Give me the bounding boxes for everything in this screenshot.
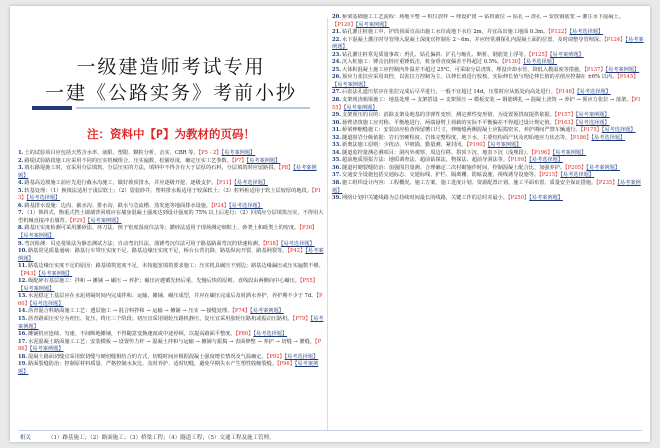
item-number: 39. [332,195,342,202]
item-tag: 【易考选择题】 [29,300,64,307]
item-page: 【P13】 [18,187,322,202]
item-text: 新奥法施工原则：少扰动、早喷锚、勤量测、紧封闭。 [342,142,467,149]
item-number: 20. [332,14,342,20]
item-number: 9. [18,240,24,247]
item-tag: 【易考案例题】 [549,51,584,58]
item-page: 【P250】 [508,195,530,202]
item-page: 【P29】 [69,217,88,224]
item-tag: 【易考案例题】 [355,21,390,28]
item-text: 软基处理：（1）换填法适用于浅层软土；（2）袋装砂井、塑料排水板适用于较深软土；（3）粒料桩适用于软土层较厚的地段。 [24,187,312,194]
item-tag: 【易考选择题】 [575,119,610,126]
item-text: 路基压实度检测可采用灌砂法、环刀法、核子密度湿度仪法等；灌砂法适用于现场测定细粒土、砂类土和砾类土的密度。 [24,225,300,232]
item-number: 13. [18,293,28,300]
item-tag: 【易考案例题】 [586,164,620,171]
item-tag: 【易考选择题】 [234,180,268,187]
item-text: 路面裂缝防治：控制原材料质量、严格控制水灰比、及时养护、适时切缝，避免早期失水产生塑性收缩裂缝。 [28,361,278,368]
item-tag: 【易考选择题】 [591,134,626,141]
item-number: 32. [332,134,342,141]
item-tag: 【易考选择题】 [523,59,558,66]
item-number: 5. [18,187,24,194]
item-number: 10. [18,248,28,255]
item-page: 【P36】 [299,225,318,232]
item-tag: 【易考案例题】 [29,346,64,353]
list-item [332,180,644,195]
item-text: 路基高边坡施工前应先进行截水沟施工，做好坡顶排水，并应逐级开挖、逐级支护。 [24,180,217,187]
item-text: 路基排水设施：边沟、截水沟、排水沟、跌水与急流槽、蒸发池等地面排水设施。 [24,202,212,209]
item-number: 16. [18,331,28,338]
item-text: 沥青混合料路面施工工艺：透层施工 → 混合料拌和 → 运输 → 摊铺 → 压实 → 接缝处理。 [28,308,233,315]
page-note: 注：资料中【P】为教材的页码！ [87,127,255,141]
item-page: 【P235】 [596,180,618,187]
list-item [332,74,644,89]
list-item [332,14,644,29]
item-number: 1. [18,150,24,156]
item-text: 桥梁伸缩缝施工：安装前应检查预留槽口尺寸，伸缩缝两侧混凝土应振捣密实，养护期间严禁车辆通行。 [342,127,581,134]
item-number: 15. [18,316,28,323]
item-text: 级配碎石基层施工：拌和 → 摊铺 → 碾压 → 养护；碾压应遵循先轻后重、先慢后快的原则，直线段由两侧向中心碾压。 [28,278,300,285]
item-page: 【P43】 [18,270,39,277]
list-item [332,142,644,150]
item-tag: 【易考案例题】 [575,112,610,119]
item-tag: 【易考选择题】 [284,353,319,360]
list-item [332,157,644,165]
item-number: 37. [332,172,342,179]
list-item [18,165,324,180]
item-text: 支架预压的目的：消除支架及地基的非弹性变形，测定弹性变形值，为设置预拱度提供依据。 [342,112,555,119]
list-item [18,150,324,158]
item-text: 隧道衬砌裂缝防治：加强围岩量测、合理确定二次衬砌施作时间、控制混凝土配合比、加强养护。 [342,164,566,171]
column-divider [327,18,328,430]
item-number: 14. [18,308,28,315]
item-number: 29. [332,112,342,119]
item-page: 【P122】 [548,29,570,36]
item-number: 26. [332,74,342,81]
item-page: 【P145】 [617,74,639,81]
item-text: 超前地质预报方法：地质调查法、超前钻探法、物探法、超前导洞法等。 [342,157,509,164]
item-text: 混凝土路面切缝宜采用软切缝与硬切缝相结合的方式，切缝时间应根据混凝土强度增长情况及气温确定。 [28,353,267,360]
item-page: 【P190】 [466,142,488,149]
list-item [18,180,324,188]
list-item [18,158,324,166]
item-tag: 【易考案例题】 [246,157,281,164]
item-number: 3. [18,165,24,172]
item-tag: 【易考案例题】 [18,248,324,262]
item-page: 【P120】 [332,21,356,28]
item-text: 交通安全设施包括交通标志、交通标线、护栏、隔离栅、防眩设施、视线诱导设施等。 [342,172,540,179]
item-number: 25. [332,66,342,73]
item-page: 【P124】 [604,36,626,43]
item-tag: 【易考案例题】 [332,180,641,194]
item-tag: 【易考案例题】 [332,81,369,88]
list-item [332,195,644,203]
item-text: 弯沉检测：贝克曼梁法为静态测试方法；自动弯沉仪法、落锤弯沉仪法可用于路基路面弯沉的快速检测。 [24,240,264,247]
item-number: 31. [332,127,342,134]
list-item [332,112,644,120]
item-page: 【P60】 [18,293,323,307]
item-text: 隧道围岩分级依据：岩石坚硬程度、岩体完整程度、地下水、主要结构面产状及初始地应力状态等。 [342,134,571,141]
item-text: 路基常见质量通病：路基行车带压实度不足、路基边缘压实度不足、桥台台背沉降、路基纵向开裂、路基网裂等。 [28,248,288,255]
item-page: 【P148】 [555,89,578,96]
item-tag: 【易考案例题】 [38,270,73,277]
list-item [332,29,644,37]
item-tag: 【易考选择题】 [253,331,288,338]
list-item [18,308,324,316]
item-tag: 【易考选择题】 [229,202,263,209]
list-item [18,293,324,308]
item-text: 摊铺机应连续、匀速、不间断地摊铺，不得随意变换速度或中途停顿，以提高路面平整度。 [28,331,236,338]
item-text: 路堤试验路段施工应采用不同的压实机械组合、压实遍数、松铺厚度，确定压实工艺参数。 [24,157,232,164]
item-tag: 【易考选择题】 [26,195,61,202]
item-number: 30. [332,119,342,126]
item-number: 36. [332,164,342,171]
item-tag: 【易考选择题】 [577,89,611,96]
item-page: 【P24】 [211,202,230,209]
item-tag: 【易考案例题】 [18,361,319,375]
item-number: 38. [332,180,342,187]
item-number: 11. [18,263,28,270]
footer-text: （1）路基施工；（2）路面施工；（3）桥梁工程；（4）隧道工程；（5）交通工程及施工管理。 [48,435,275,441]
item-number: 24. [332,59,342,66]
item-number: 6. [18,202,24,209]
list-item [332,97,644,112]
item-page: 【P137】 [584,66,606,73]
list-item [332,89,644,97]
item-page: 【P175】 [580,127,602,134]
item-tag: 【易考案例题】 [18,233,55,240]
item-text: 悬臂浇筑施工应对称、平衡地进行，两端悬臂上荷载的实际不平衡偏差不得超过设计规定值。 [342,119,555,126]
item-page: 【P55】 [299,278,318,285]
item-tag: 【易考案例题】 [552,149,587,156]
item-page: 【P155】 [332,97,641,111]
right-item-list [332,14,644,203]
list-item [18,278,324,293]
list-item [18,361,324,376]
item-text: 桥梁基础施工工艺流程：场地平整 → 桩位放样 → 埋设护筒 → 钻机就位 → 钻孔 → 清孔 → 安放钢筋笼 → 灌注水下混凝土。 [342,14,624,20]
item-page: 【P74】 [232,308,251,315]
item-number: 22. [332,36,342,43]
item-page: 【P130】 [502,59,524,66]
item-text: 钻孔灌注桩常见质量事故：坍孔、钻孔偏斜、扩孔与缩孔、断桩、钢筋笼上浮等。 [342,51,529,58]
list-item [332,37,644,52]
item-tag: 【易考案例题】 [605,66,640,73]
item-tag: 【易考案例题】 [18,165,317,179]
list-item [18,241,324,249]
item-number: 28. [332,97,342,104]
item-tag: 【易考案例题】 [18,316,324,330]
item-page: 【P79】 [292,316,311,323]
list-item [332,172,644,180]
item-page: 【P196】 [531,149,553,156]
item-number: 19. [18,361,28,368]
item-text: 网络计划中关键线路为总持续时间最长的线路，关键工作的总时差最小。 [342,195,509,202]
item-number: 27. [332,89,342,96]
item-number: 4. [18,180,24,187]
item-number: 2. [18,157,24,164]
item-text: （1）仰斜式、衡重式挡土墙墙背回填应在墙身混凝土强度达到设计强度的 75% 以上后进行；（2）回填应分层填筑压实，不得用大型机械直接冲击墙背。 [18,210,324,224]
item-number: 33. [332,142,342,149]
item-tag: 【易考案例题】 [332,36,644,51]
item-text: 大体积混凝土施工应控制内外温差不超过 25℃，可采取分层浇筑、埋设冷却水管、降低入模温度等措施。 [342,66,585,73]
item-text: 路基边缘压实度不足的原因：路基填筑宽度不足，未按超宽填筑要求施工；压实机具碾压不到边；路基边缘漏压或压实遍数不够。 [28,263,324,270]
item-text: 预应力张拉应采用双控，以张拉力控制为主，以伸长值进行校核，实际伸长值与理论伸长值的差值应控制在 ±6% 以内。 [342,74,618,81]
item-tag: 【易考案例题】 [18,285,55,292]
item-text: 钻孔灌注桩施工中，护筒顶面宜高出施工水位或地下水位 2m，并宜高出施工地面 0.3m。 [342,29,549,36]
item-page: 【P125】 [528,51,550,58]
list-item [18,188,324,203]
item-number: 35. [332,157,342,164]
item-tag: 【易考案例题】 [343,104,378,111]
item-text: 水下混凝土灌注时导管埋入混凝土深度宜控制在 2～6m，并应经常测探孔内混凝土面的位置，及时调整导管埋深。 [342,36,605,43]
left-item-list [18,150,324,376]
item-page: 【P157】 [554,112,576,119]
item-tag: 【易考案例题】 [250,308,284,315]
item-tag: 【易考选择题】 [280,240,315,247]
footer-label: 相关 [20,435,32,441]
list-item [18,316,324,331]
item-number: 23. [332,51,342,58]
item-page: 【P163】 [554,119,576,126]
item-tag: 【易考案例题】 [87,217,122,224]
item-page: 【P42】 [287,248,306,255]
list-item [18,210,324,225]
item-page: 【P38】 [263,240,281,247]
title-line-1: 一级建造师考试专用 [76,56,266,78]
item-number: 12. [18,278,28,285]
item-tag: 【易考案例题】 [487,142,522,149]
item-text: 后张法孔道压浆应在张拉完成后尽早进行，一般不宜超过 14d，压浆时应从低处向高处进行。 [342,89,556,96]
item-page: 【P8】 [278,165,294,172]
item-page: 【P7】 [231,157,247,164]
item-tag: 【易考选择题】 [529,157,563,164]
item-number: 8. [18,225,24,232]
item-text: 沥青路面压实分为初压、复压、终压三个阶段；初压宜采用钢轮压路机静压，复压宜采用胶轮压路机或振动压路机。 [28,316,293,323]
item-page: 【P199】 [508,157,530,164]
list-item [332,59,644,67]
item-number: 7. [18,210,24,217]
list-item [18,263,324,278]
item-text: 填石路堤施工时，宜采用分层填筑、分层压实的方法，填料中不得含有大于层厚的石料，分层填筑时应留路拱。 [24,165,279,172]
item-page: 【P80】 [235,331,254,338]
item-text: 土的试验项目应包括天然含水率、液限、塑限、颗粒分析、击实、CBR 等。 [24,150,199,156]
title-line-2: 一建《公路实务》考前小抄 [44,82,297,104]
footer-bar [18,430,642,441]
item-number: 34. [332,149,342,156]
document-page [10,6,650,442]
right-column [332,14,644,434]
item-number: 17. [18,338,28,345]
title-divider [32,106,310,110]
item-text: 施工组织设计内容：工程概况、施工方案、施工进度计划、资源配置计划、施工平面布置、质量安全保证措施。 [342,180,597,187]
item-text: 沉入桩施工：锤击沉桩应重锤低击，桩身垂直度偏差不得超过 0.5%。 [342,59,503,66]
item-page: 【P96】 [277,361,295,368]
list-item [332,127,644,135]
item-tag: 【易考案例题】 [529,195,563,202]
list-item [18,331,324,339]
item-page: 【P215】 [539,172,561,179]
item-page: 【P205】 [565,164,587,171]
item-tag: 【易考选择题】 [560,172,595,179]
item-text: 隧道监控量测必测项目：洞内外观察、周边位移、拱顶下沉、地表下沉（浅埋段）。 [342,149,532,156]
left-column [18,14,324,434]
item-page: 【P186】 [570,134,592,141]
item-tag: 【易考选择题】 [569,29,604,36]
list-item [18,225,324,240]
item-tag: 【易考案例题】 [221,150,256,156]
list-item [18,248,324,263]
item-page: 【P11】 [216,180,235,187]
item-number: 21. [332,29,342,36]
item-tag: 【易考选择题】 [601,127,636,134]
item-page: 【P5 - 2】 [198,150,222,156]
item-text: 水泥混凝土路面施工工艺：安装模板 → 设置传力杆 → 混凝土拌和与运输 → 摊铺与振捣 → 表面修整 → 养护 → 切缝 → 灌缝。 [28,338,315,345]
item-text: 水泥稳定土基层应在水泥初凝时间内完成拌和、运输、摊铺、碾压成型，并应在碾压完成后及时洒水养护，养护期不少于 7d。 [28,293,317,300]
list-item [18,339,324,354]
item-text: 支架现浇箱梁施工：地基处理 → 支架搭设 → 支架预压 → 模板安装 → 钢筋绑扎 → 混凝土浇筑 → 养护 → 预应力张拉 → 落架。 [342,97,632,104]
item-page: 【P92】 [266,353,285,360]
item-number: 18. [18,353,28,360]
item-page: 【P86】 [18,338,322,353]
